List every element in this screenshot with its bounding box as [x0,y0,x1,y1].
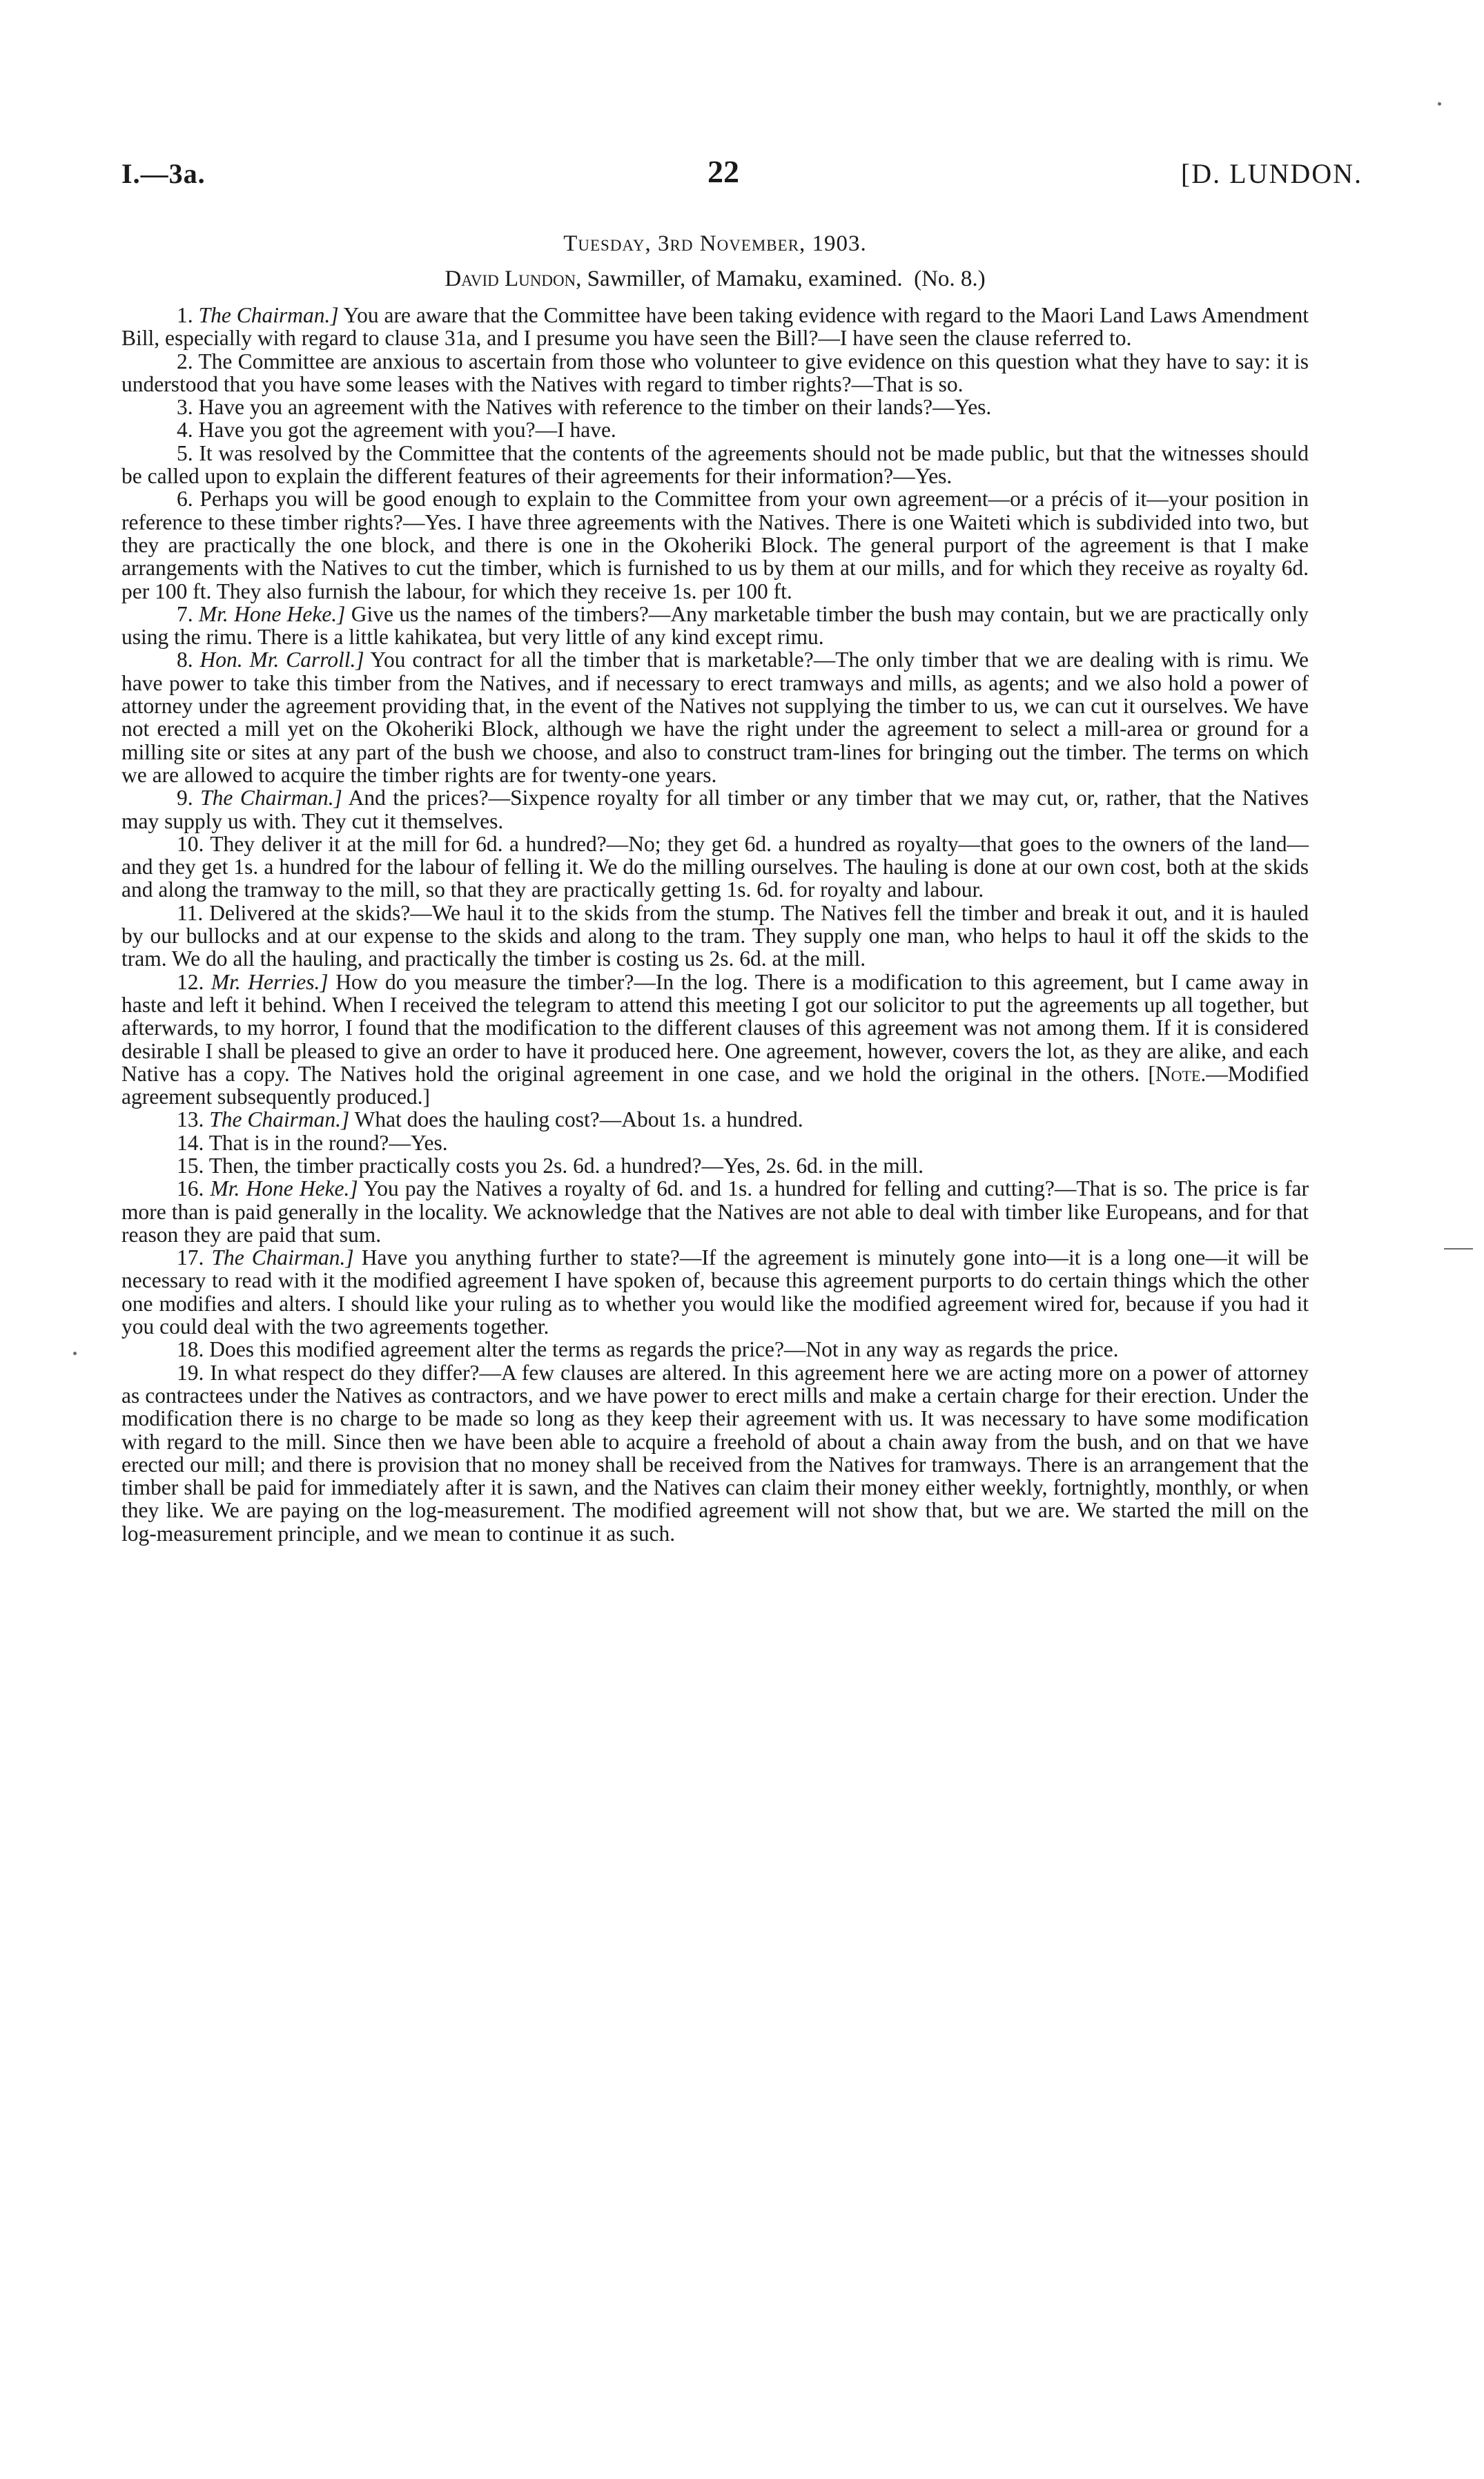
witness-running-head: [D. LUNDON. [1180,158,1363,189]
evidence-paragraph [121,1131,1309,1154]
paragraph-number: 1. [177,303,193,327]
paragraph-number: 14. [177,1130,204,1155]
session-date: Tuesday, 3rd November, 1903. [563,231,867,256]
paragraph-number: 15. [177,1153,204,1178]
evidence-paragraph [121,1361,1309,1545]
paragraph-number: 12. [177,969,204,994]
paragraph-number: 4. [177,418,193,443]
paragraph-text: What does the hauling cost?—About 1s. a hundred. [354,1107,803,1132]
paragraph-number: 19. [177,1360,204,1385]
paragraph-text: You pay the Natives a royalty of 6d. and 1s. a hundred for felling and cutting?—That is so. The price is far more than is paid generally in the locality. We acknowledge that the Natives are not able to deal with timber like Europeans, and for that reason they are paid that sum. [121,1176,1309,1247]
speaker-label: The Chairman.] [209,1107,350,1132]
speaker-label: The Chairman.] [198,303,339,327]
paragraph-text: Have you an agreement with the Natives with reference to the timber on their lands?—Yes. [198,395,992,420]
paragraph-text: And the prices?—Sixpence royalty for all timber or any timber that we may cut, or, rather, that the Natives may supply us with. They cut it themselves. [121,786,1309,833]
paragraph-number: 18. [177,1337,204,1362]
paragraph-number: 8. [177,648,193,672]
paragraph-text: It was resolved by the Committee that the contents of the agreements should not be made public, but that the witnesses should be called upon to explain the different features of their agreements for their information?—Yes. [121,440,1309,489]
evidence-paragraph [121,396,1309,418]
paragraph-text: How do you measure the timber?—In the log. There is a modification to this agreement, but I came away in haste and left it behind. When I received the telegram to attend this meeting I got our solicitor to put the agreements up all together, but afterwards, to my horror, I found that the modification to the different clauses of this agreement was not among them. If it is considered desirable I shall be pleased to give an order to have it produced here. One agreement, however, covers the lot, as they are alike, and each Native has a copy. The Natives hold the original agreement in one case, and we hold the original in the others. [121,969,1309,1086]
paragraph-number: 16. [177,1176,204,1201]
page-number: 22 [707,154,739,189]
witness-line [121,266,1309,292]
evidence-paragraph [121,304,1309,350]
speaker-label: Mr. Hone Heke.] [210,1176,358,1201]
speaker-label: Mr. Hone Heke.] [198,601,346,626]
evidence-paragraph [121,902,1309,971]
paragraph-text: Have you anything further to state?—If the agreement is minutely gone into—it is a long one—it will be necessary to read with it the modified agreement I have spoken of, because this agreement purports to do certain things which the other one modifies and alters. I should like your ruling as to whether you would like the modified agreement wired for, because if you had it you could deal with the two agreements together. [121,1245,1309,1339]
evidence-paragraph [121,418,1309,441]
evidence-body [121,304,1309,1545]
paragraph-number: 2. [177,349,193,373]
witness-number: (No. 8.) [914,266,986,291]
paragraph-number: 13. [177,1107,204,1132]
evidence-paragraph: 12. Mr. Herries.] How do you measure the timber?—In the log. There is a modification to this agreement, but I came away in haste and left it behind. When I received the telegram to attend this meeting I got our solicitor to put the agreements up all together, but afterwards, to my horror, I found that the modification to the different clauses of this agreement was not among them. If it is considered desirable I shall be pleased to give an order to have it produced here. One agreement, however, covers the lot, as they are alike, and each Native has a copy. The Natives hold the original agreement in one case, and we hold the original in the others. [Note.—Modified agreement subsequently produced.] [121,969,1309,1109]
paragraph-number: 6. [177,487,193,512]
evidence-paragraph [121,603,1309,649]
paragraph-number: 5. [177,440,193,465]
paragraph-number: 3. [177,395,193,420]
paper-reference: I.—3a. [121,158,206,189]
paragraph-text: That is in the round?—Yes. [208,1130,448,1155]
paragraph-text: Perhaps you will be good enough to explain to the Committee from your own agreement—or a précis of it—your position in reference to these timber rights?—Yes. I have three agreements with the Natives. There is one Waiteti which is subdivided into two, but they are practically the one block, and there is one in the Okoheriki Block. The general purport of the agreement is that I make arrangements with the Natives to cut the timber, which is furnished to us by them at our mills, and for which they receive as royalty 6d. per 100 ft. They also furnish the labour, for which they receive 1s. per 100 ft. [121,487,1309,603]
evidence-paragraph [121,1338,1309,1361]
paragraph-text: You contract for all the timber that is marketable?—The only timber that we are dealing with is rimu. We have power to take this timber from the Natives, and if necessary to erect tramways and mills, as agents; and we also hold a power of attorney under the agreement providing that, in the event of the Natives not supplying the timber to us, we can cut it ourselves. We have not erected a mill yet on the Okoheriki Block, although we have the right under the agreement to select a mill-area or ground for a milling site or sites at any part of the bush we choose, and also to construct tram-lines for bringing out the timber. The terms on which we are allowed to acquire the timber rights are for twenty-one years. [121,648,1309,787]
paragraph-number: 7. [177,601,193,626]
paragraph-text: The Committee are anxious to ascertain from those who volunteer to give evidence on this question what they have to say: it is understood that you have some leases with the Natives with regard to timber rights?—That is so. [121,349,1309,396]
evidence-paragraph [121,350,1309,396]
paragraph-number: 11. [177,900,204,925]
note-label: Note. [1155,1061,1207,1086]
evidence-paragraph [121,648,1309,786]
evidence-paragraph [121,442,1309,488]
paragraph-number: 9. [177,786,193,810]
evidence-paragraph [121,1108,1309,1131]
paragraph-text: You are aware that the Committee have been taking evidence with regard to the Maori Land Laws Amendment Bill, especially with regard to clause 31a, and I presume you have seen the Bill?—I have seen the clause referred to. [121,303,1309,351]
paragraph-text: Have you got the agreement with you?—I have. [198,418,616,443]
evidence-paragraph [121,1177,1309,1246]
evidence-paragraph [121,1154,1309,1177]
paragraph-text: Does this modified agreement alter the terms as regards the price?—Not in any way as regards the price. [209,1337,1119,1362]
margin-dot-mark [73,1352,77,1355]
speaker-label: Mr. Herries.] [211,969,329,994]
witness-name: David Lundon [445,266,576,291]
corner-speck-mark [1438,102,1441,106]
paragraph-text: Give us the names of the timbers?—Any marketable timber the bush may contain, but we are practically only using the rimu. There is a little kahikatea, but very little of any kind except rimu. [121,601,1309,650]
paragraph-number: 17. [177,1245,204,1270]
paragraph-text: They deliver it at the mill for 6d. a hundred?—No; they get 6d. a hundred as royalty—that goes to the owners of the land—and they get 1s. a hundred for the labour of felling it. We do the milling ourselves. The hauling is done at our own cost, both at the skids and along the tramway to the mill, so that they are practically getting 1s. 6d. for royalty and labour. [121,831,1309,902]
evidence-paragraph [121,1246,1309,1338]
paragraph-text: In what respect do they differ?—A few clauses are altered. In this agreement here we are acting more on a power of attorney as contractees under the Natives as contractors, and we have power to erect mills and make a certain charge for their erection. Under the modification there is no charge to be made so long as they keep their agreement with us. It was necessary to have some modification with regard to the mill. Since then we have been able to acquire a freehold of about a chain away from the bush, and on that we have erected our mill; and there is provision that no money shall be received from the Natives for tramways. There is an arrangement that the timber shall be paid for immediately after it is sawn, and the Natives can claim their money either weekly, fortnightly, monthly, or when they like. We are paying on the log-measurement. The modified agreement will not show that, but we are. We started the mill on the log-measurement principle, and we mean to continue it as such. [121,1360,1309,1546]
page-header [0,154,1484,206]
evidence-paragraph [121,487,1309,602]
speaker-label: Hon. Mr. Carroll.] [199,648,364,672]
speaker-label: The Chairman.] [200,786,342,810]
evidence-paragraph [121,833,1309,902]
margin-dash-mark [1444,1248,1473,1250]
paragraph-text: Delivered at the skids?—We haul it to the skids from the stump. The Natives fell the timber and break it out, and it is hauled by our bullocks and at our expense to the skids and along to the tram. They supply one man, who helps to haul it off the skids to the tram. We do all the hauling, and practically the timber is costing us 2s. 6d. at the mill. [121,900,1309,971]
witness-description: , Sawmiller, of Mamaku, examined. [576,266,903,291]
note-text: —Modified agreement subsequently produced.] [121,1061,1309,1109]
evidence-paragraph [121,786,1309,833]
speaker-label: The Chairman.] [211,1245,354,1270]
paragraph-text: Then, the timber practically costs you 2s. 6d. a hundred?—Yes, 2s. 6d. in the mill. [208,1153,924,1178]
paragraph-number: 10. [177,831,204,856]
